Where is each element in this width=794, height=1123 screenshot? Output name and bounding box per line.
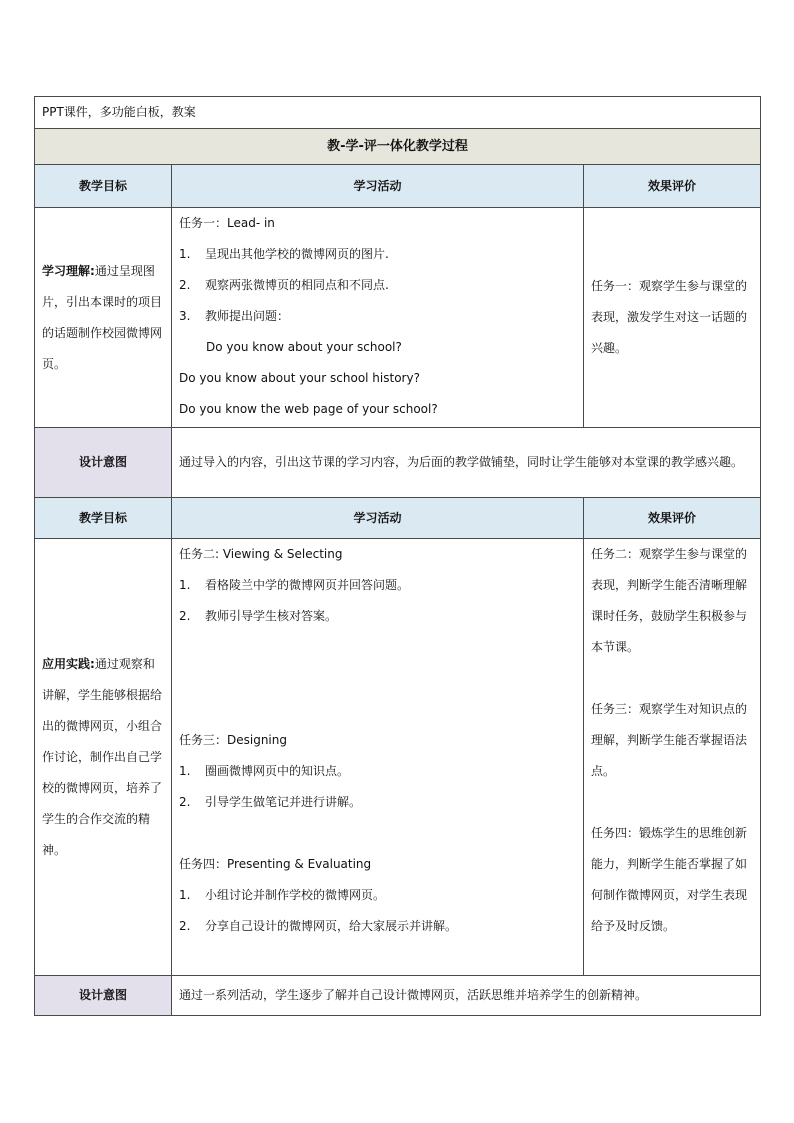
evaluation-cell-1: 任务一：观察学生参与课堂的表现，激发学生对这一话题的兴趣。 xyxy=(584,208,761,428)
goal-cell-1 xyxy=(35,208,172,428)
materials-cell: PPT课件，多功能白板，教案 xyxy=(35,97,761,129)
header-activity: 学习活动 xyxy=(172,165,584,208)
goal-label: 学习理解: xyxy=(42,263,95,278)
evaluation-cell-2 xyxy=(584,539,761,976)
question-line: Do you know about your school history? xyxy=(179,371,420,385)
design-intent-label: 设计意图 xyxy=(35,976,172,1016)
activity-cell-1 xyxy=(172,208,584,428)
task-title: 任务一：Lead- in xyxy=(179,216,275,230)
task-title: 任务二: Viewing & Selecting xyxy=(179,547,343,561)
question-line: Do you know about your school? xyxy=(206,340,402,354)
evaluation-text: 任务三：观察学生对知识点的理解，判断学生能否掌握语法点。 xyxy=(591,702,748,778)
step-item: 1. 看格陵兰中学的微博网页并回答问题。 xyxy=(179,578,410,592)
goal-label: 应用实践: xyxy=(42,656,95,671)
evaluation-text: 任务四：锻炼学生的思维创新能力，判断学生能否掌握了如何制作微博网页，对学生表现给予及时反馈。 xyxy=(591,826,748,933)
header-activity: 学习活动 xyxy=(172,498,584,539)
step-item: 3. 教师提出问题： xyxy=(179,309,290,323)
step-item: 2. 引导学生做笔记并进行讲解。 xyxy=(179,795,362,809)
goal-text: 通过观察和讲解，学生能够根据给出的微博网页，小组合作讨论，制作出自己学校的微博网页，培养了学生的合作交流的精神。 xyxy=(42,656,163,857)
step-item: 2. 观察两张微博页的相同点和不同点. xyxy=(179,278,389,292)
design-intent-text: 通过一系列活动，学生逐步了解并自己设计微博网页，活跃思维并培养学生的创新精神。 xyxy=(172,976,761,1016)
design-intent-text: 通过导入的内容，引出这节课的学习内容，为后面的教学做铺垫，同时让学生能够对本堂课的教学感兴趣。 xyxy=(172,428,761,498)
header-goal: 教学目标 xyxy=(35,498,172,539)
goal-text: 通过呈现图片，引出本课时的项目的话题制作校园微博网页。 xyxy=(42,263,163,371)
activity-cell-2 xyxy=(172,539,584,976)
step-item: 2. 分享自己设计的微博网页，给大家展示并讲解。 xyxy=(179,919,458,933)
evaluation-text: 任务二：观察学生参与课堂的表现，判断学生能否清晰理解课时任务，鼓励学生积极参与本节课。 xyxy=(591,547,748,654)
question-line: Do you know the web page of your school? xyxy=(179,402,438,416)
design-intent-label: 设计意图 xyxy=(35,428,172,498)
task-title: 任务三：Designing xyxy=(179,733,287,747)
step-item: 1. 小组讨论并制作学校的微博网页。 xyxy=(179,888,386,902)
header-evaluation: 效果评价 xyxy=(584,498,761,539)
header-evaluation: 效果评价 xyxy=(584,165,761,208)
step-item: 2. 教师引导学生核对答案。 xyxy=(179,609,338,623)
task-title: 任务四：Presenting & Evaluating xyxy=(179,857,372,871)
step-item: 1. 圈画微博网页中的知识点。 xyxy=(179,764,350,778)
section-title: 教-学-评一体化教学过程 xyxy=(35,129,761,165)
teaching-process-table xyxy=(34,96,761,1016)
header-goal: 教学目标 xyxy=(35,165,172,208)
goal-cell-2 xyxy=(35,539,172,976)
step-item: 1. 呈现出其他学校的微博网页的图片. xyxy=(179,247,389,261)
